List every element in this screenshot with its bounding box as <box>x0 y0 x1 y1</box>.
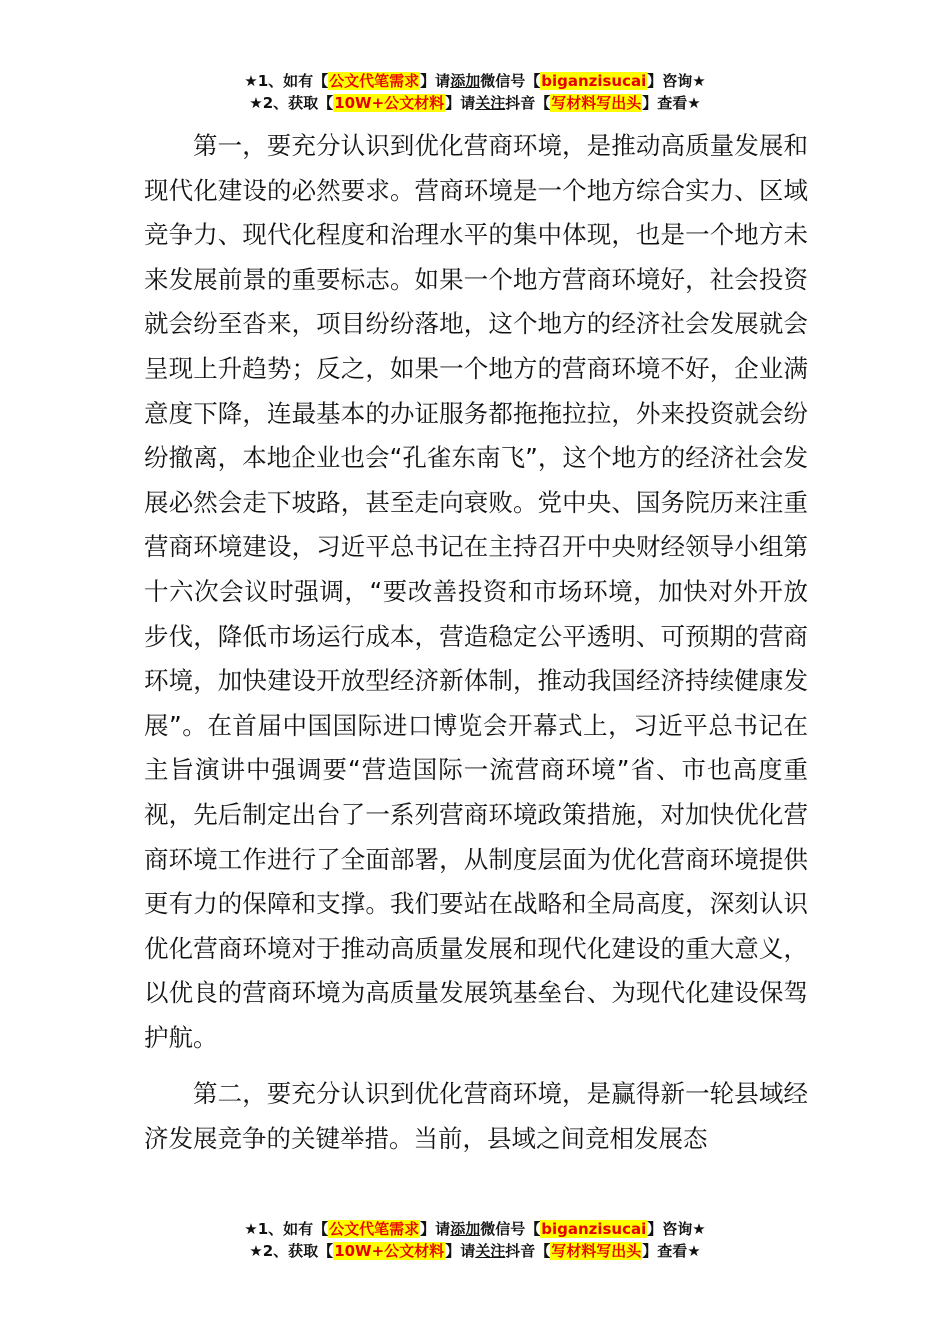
banner-line-2: ★2、获取【10W+公文材料】请关注抖音【写材料写出头】查看★ <box>249 1242 701 1260</box>
paragraph: 第一，要充分认识到优化营商环境，是推动高质量发展和现代化建设的必然要求。营商环境是一个地方综合实力、区域竞争力、现代化程度和治理水平的集中体现，也是一个地方未来发展前景的重要标志。如果一个地方营商环境好，社会投资就会纷至沓来，项目纷纷落地，这个地方的经济社会发展就会呈现上升趋势；反之，如果一个地方的营商环境不好，企业满意度下降，连最基本的办证服务都拖拖拉拉，外来投资就会纷纷撤离，本地企业也会“孔雀东南飞”，这个地方的经济社会发展必然会走下坡路，甚至走向衰败。党中央、国务院历来注重营商环境建设，习近平总书记在主持召开中央财经领导小组第十六次会议时强调，“要改善投资和市场环境，加快对外开放步伐，降低市场运行成本，营造稳定公平透明、可预期的营商环境，加快建设开放型经济新体制，推动我国经济持续健康发展”。在首届中国国际进口博览会开幕式上，习近平总书记在主旨演讲中强调要“营造国际一流营商环境”省、市也高度重视，先后制定出台了一系列营商环境政策措施，对加快优化营商环境工作进行了全面部署，从制度层面为优化营商环境提供更有力的保障和支撑。我们要站在战略和全局高度，深刻认识优化营商环境对于推动高质量发展和现代化建设的重大意义，以优良的营商环境为高质量发展筑基垒台、为现代化建设保驾护航。 <box>144 131 808 1052</box>
header-banner <box>0 70 950 114</box>
paragraph: 第二，要充分认识到优化营商环境，是赢得新一轮县域经济发展竞争的关键举措。当前，县域之间竞相发展态 <box>144 1079 808 1154</box>
document-body <box>144 124 808 1162</box>
banner-highlight: 10W+公文材料 <box>334 1242 445 1260</box>
banner-highlight: 写材料写出头 <box>551 1242 642 1260</box>
banner-highlight: 公文代笔需求 <box>329 1220 420 1238</box>
banner-highlight: biganzisucai <box>541 72 647 90</box>
banner-highlight: biganzisucai <box>541 1220 647 1238</box>
banner-highlight: 公文代笔需求 <box>329 72 420 90</box>
banner-line-1: ★1、如有【公文代笔需求】请添加微信号【biganzisucai】咨询★ <box>244 72 706 90</box>
footer-banner <box>0 1218 950 1262</box>
banner-highlight: 10W+公文材料 <box>334 94 445 112</box>
banner-line-1: ★1、如有【公文代笔需求】请添加微信号【biganzisucai】咨询★ <box>244 1220 706 1238</box>
banner-highlight: 写材料写出头 <box>551 94 642 112</box>
banner-line-2: ★2、获取【10W+公文材料】请关注抖音【写材料写出头】查看★ <box>249 94 701 112</box>
